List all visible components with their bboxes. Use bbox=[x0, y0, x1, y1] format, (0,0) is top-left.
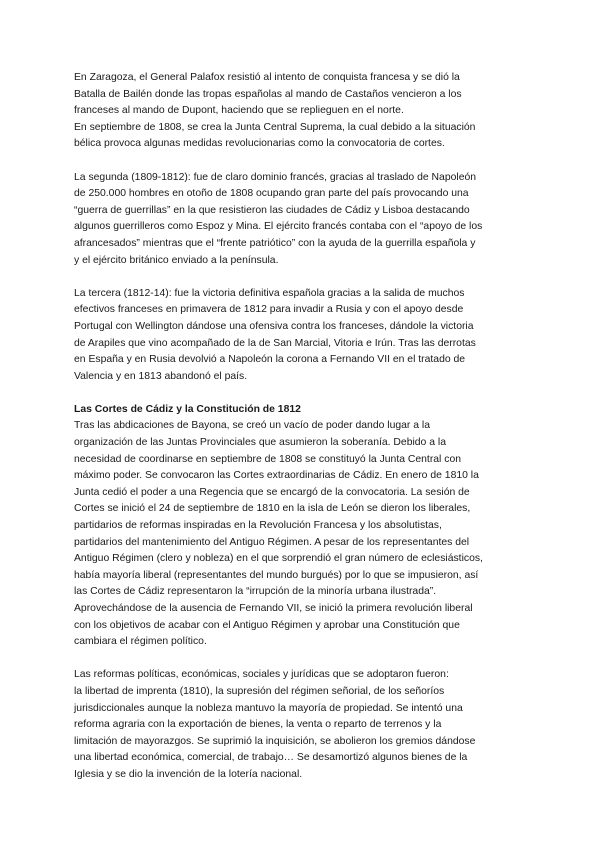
paragraph-cortes-cadiz: Tras las abdicaciones de Bayona, se creó un vacío de poder dando lugar a la organización de las Juntas Provinciales que asumieron la soberanía. Debido a la necesidad de coordinarse en septiembre de 1808 se constituyó la Junta Central con máximo poder. Se convocaron las Cortes extraordinarias de Cádiz. En enero de 1810 la Junta cedió el poder a una Regencia que se encargó de la convocatoria. La sesión de Cortes se inició el 24 de septiembre de 1810 en la isla de León se dieron los liberales, partidarios de reformas inspiradas en la Revolución Francesa y los absolutistas, partidarios del mantenimiento del Antiguo Régimen. A pesar de los representantes del Antiguo Régimen (clero y nobleza) en el que sorprendió el gran número de eclesiásticos, había mayoría liberal (representantes del mundo burgués) por lo que se impusieron, así las Cortes de Cádiz representaron la “irrupción de la minoría urbana ilustrada”. Aprovechándose de la ausencia de Fernando VII, se inició la primera revolución liberal con los objetivos de acabar con el Antiguo Régimen y aprobar una Constitución que cambiara el régimen político. bbox=[74, 420, 483, 648]
paragraph-gap bbox=[74, 153, 526, 170]
section-heading: Las Cortes de Cádiz y la Constitución de 1812 bbox=[74, 403, 301, 415]
paragraph-gap bbox=[74, 651, 526, 668]
paragraph-gap bbox=[74, 385, 526, 402]
paragraph-segunda-fase: La segunda (1809-1812): fue de claro dominio francés, gracias al traslado de Napoleón de 250.000 hombres en otoño de 1808 ocupando gran parte del país provocando una “guerra de guerrillas” en la que resistieron las ciudades de Cádiz y Lisboa destacando algunos guerrilleros como Espoz y Mina. El ejército francés contaba con el “apoyo de los afrancesados” mientras que el “frente patriótico” con la ayuda de la guerrilla española y y el ejército británico enviado a la península. bbox=[74, 171, 483, 266]
paragraph-reformas: Las reformas políticas, económicas, sociales y jurídicas que se adoptaron fueron: la libertad de imprenta (1810), la supresión del régimen señorial, de los señoríos jurisdiccionales aunque la nobleza mantuvo la mayoría de propiedad. Se intentó una reforma agraria con la exportación de bienes, la venta o reparto de terrenos y la limitación de mayorazgos. Se suprimió la inquisición, se abolieron los gremios dándose una libertad económica, comercial, de trabajo… Se desamortizó algunos bienes de la Iglesia y se dio la invención de la lotería nacional. bbox=[74, 669, 476, 780]
paragraph-gap bbox=[74, 269, 526, 286]
document-body bbox=[74, 70, 526, 784]
paragraph-tercera-fase: La tercera (1812-14): fue la victoria definitiva española gracias a la salida de muchos efectivos franceses en primavera de 1812 para invadir a Rusia y con el apoyo desde Portugal con Wellington dándose una ofensiva contra los franceses, dándole la victoria de Arapiles que vino acompañado de la de San Marcial, Vitoria e Irún. Tras las derrotas en España y en Rusia devolvió a Napoleón la corona a Fernando VII en el tratado de Valencia y en 1813 abandonó el país. bbox=[74, 287, 476, 382]
paragraph-zaragoza-bailen: En Zaragoza, el General Palafox resistió al intento de conquista francesa y se dió la Batalla de Bailén donde las tropas españolas al mando de Castaños vencieron a los franceses al mando de Dupont, haciendo que se replieguen en el norte. En septiembre de 1808, se crea la Junta Central Suprema, la cual debido a la situación bélica provoca algunas medidas revolucionarias como la convocatoria de cortes. bbox=[74, 72, 476, 150]
